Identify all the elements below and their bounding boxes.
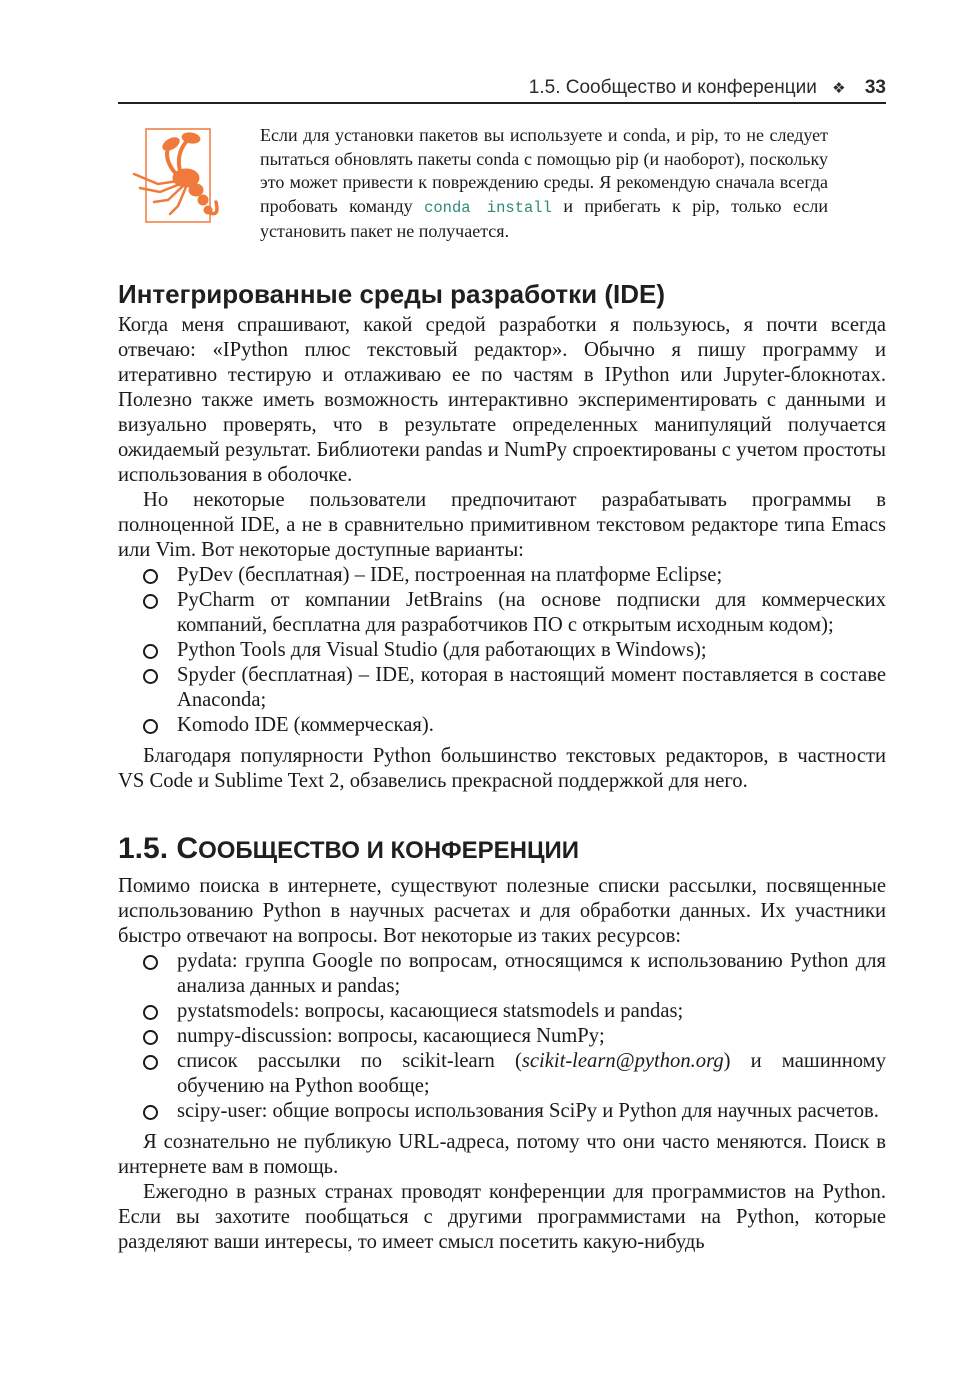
ide-paragraph-2: Но некоторые пользователи предпочитают разрабатывать программы в полноценной IDE, а не в сравнительно примитивном текстовом редакторе типа Emacs или Vim. Вот некоторые доступные варианты: bbox=[118, 489, 886, 561]
ide-paragraph-3: Благодаря популярности Python большинство текстовых редакторов, в частности VS Code и Sublime Text 2, обзавелись прекрасной поддержкой для него. bbox=[118, 745, 886, 792]
ide-paragraph-1: Когда меня спрашивают, какой средой разработки я пользуюсь, я почти всегда отвечаю: «IPython плюс текстовый редактор». Обычно я пишу программу и итеративно тестирую и отлаживаю ее по частям в IPython или Jupyter-блокнотах. Полезно также иметь возможность интерактивно экспериментировать с данными и визуально проверять, что в результате определенных манипуляций получается ожидаемый результат. Библиотеки pandas и NumPy спроектированы с учетом простоты использования в оболочке. bbox=[118, 314, 886, 486]
tip-text-after: и прибегать к pip, только если установить пакет не получается. bbox=[260, 195, 829, 241]
tip-code: conda install bbox=[424, 198, 552, 217]
bullet-icon bbox=[143, 1005, 158, 1020]
list-item: PyDev (бесплатная) – IDE, построенная на платформе Eclipse; bbox=[118, 563, 886, 588]
list-item: pystatsmodels: вопросы, касающиеся statsmodels и pandas; bbox=[118, 999, 886, 1024]
list-item: Python Tools для Visual Studio (для работающих в Windows); bbox=[118, 638, 886, 663]
community-body bbox=[118, 874, 886, 1255]
list-item: список рассылки по scikit-learn (scikit-learn@python.org) и машинному обучению на Python вообще; bbox=[118, 1049, 886, 1099]
list-item: Spyder (бесплатная) – IDE, которая в настоящий момент поставляется в составе Anaconda; bbox=[118, 663, 886, 713]
section-title-cap: С bbox=[176, 832, 199, 865]
bullet-icon bbox=[143, 1030, 158, 1045]
diamond-separator-icon: ❖ bbox=[832, 80, 846, 97]
community-list bbox=[118, 949, 886, 1124]
ide-body bbox=[118, 313, 886, 794]
header-section-title: 1.5. Сообщество и конференции bbox=[528, 77, 817, 98]
bullet-icon bbox=[143, 1055, 158, 1070]
email-address: scikit-learn@python.org bbox=[521, 1050, 724, 1072]
section-number: 1.5. bbox=[118, 832, 169, 865]
ide-heading: Интегрированные среды разработки (IDE) bbox=[118, 279, 666, 309]
bullet-icon bbox=[143, 644, 158, 659]
section-title-rest: ООБЩЕСТВО И КОНФЕРЕНЦИИ bbox=[198, 837, 580, 864]
list-item: PyCharm от компании JetBrains (на основе подписки для коммерческих компаний, бесплатна для разработчиков ПО с открытым исходным кодом); bbox=[118, 588, 886, 638]
list-item: Komodo IDE (коммерческая). bbox=[118, 713, 886, 738]
bullet-icon bbox=[143, 669, 158, 684]
bullet-icon bbox=[143, 594, 158, 609]
list-item: pydata: группа Google по вопросам, относящимся к использованию Python для анализа данных и pandas; bbox=[118, 949, 886, 999]
bullet-icon bbox=[143, 719, 158, 734]
page-number: 33 bbox=[864, 77, 886, 98]
section-heading bbox=[118, 829, 579, 871]
running-header bbox=[118, 76, 886, 100]
tip-text-before: Если для установки пакетов вы используете и conda, и pip, то не следует пытаться обновлять пакеты conda с помощью pip (и наоборот), поскольку это может привести к повреждению среды. Я рекомендую сначала всегда пробовать команду bbox=[260, 125, 828, 216]
community-paragraph-3: Ежегодно в разных странах проводят конференции для программистов на Python. Если вы захотите пообщаться с другими программистами на Python, которые разделяют ваши интересы, то имеет смысл посетить какую-нибудь bbox=[118, 1181, 886, 1253]
bullet-icon bbox=[143, 569, 158, 584]
tip-box bbox=[128, 124, 829, 241]
list-item: scipy-user: общие вопросы использования SciPy и Python для научных расчетов. bbox=[118, 1099, 886, 1124]
bullet-icon bbox=[143, 955, 158, 970]
community-paragraph-2: Я сознательно не публикую URL-адреса, потому что они часто меняются. Поиск в интернете вам в помощь. bbox=[118, 1131, 886, 1178]
community-paragraph-1: Помимо поиска в интернете, существуют полезные списки рассылки, посвященные использованию Python в научных расчетах и для обработки данных. Их участники быстро отвечают на вопросы. Вот некоторые из таких ресурсов: bbox=[118, 875, 886, 947]
ide-list bbox=[118, 563, 886, 738]
tip-text bbox=[260, 124, 828, 244]
header-rule bbox=[118, 102, 886, 104]
list-item: numpy-discussion: вопросы, касающиеся NumPy; bbox=[118, 1024, 886, 1049]
bullet-icon bbox=[143, 1105, 158, 1120]
scorpion-icon bbox=[128, 126, 234, 228]
